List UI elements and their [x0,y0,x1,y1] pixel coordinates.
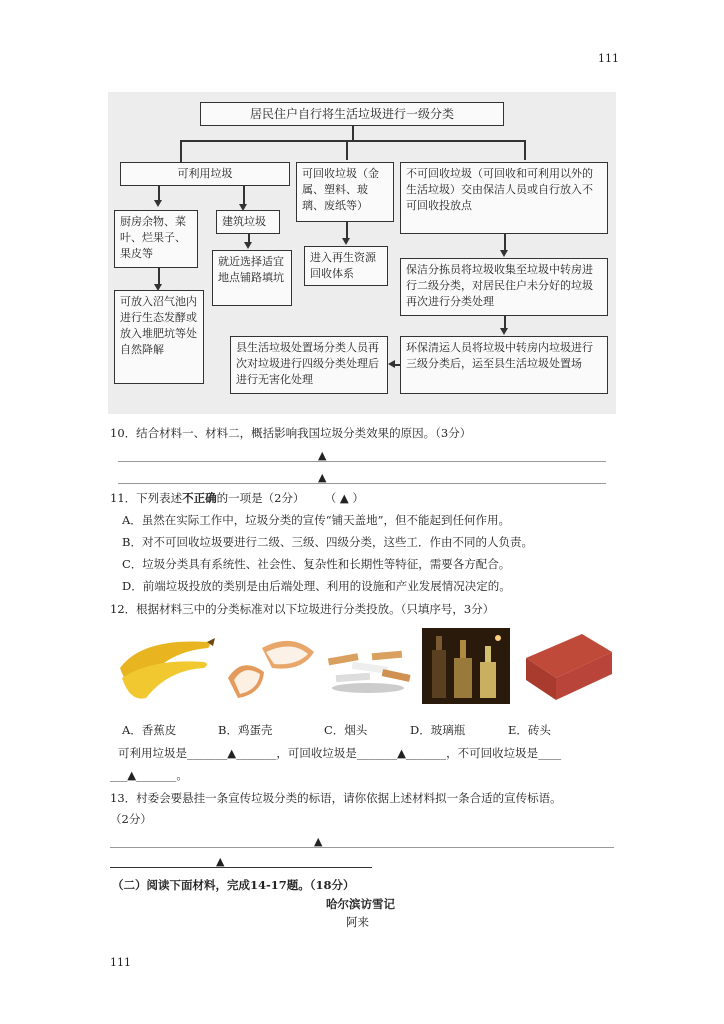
flowchart [108,92,616,414]
banana-image [112,628,218,704]
article-author: 阿来 [346,915,369,929]
page-number: 111 [110,956,131,969]
answer-marker: ▲ [216,855,225,868]
answer-marker: ▲ [314,835,323,848]
option-d: D．前端垃圾投放的类别是由后端处理、利用的设施和产业发展情况决定的。 [122,579,511,593]
item-d-label: D．玻璃瓶 [410,723,466,737]
building-waste-box: 建筑垃圾 [216,210,280,234]
question-11: 11．下列表述不正确的一项是（2分） （ ▲ ） [110,491,364,505]
item-e-label: E．砖头 [508,723,551,737]
answer-marker: ▲ [318,471,327,484]
option-b: B．对不可回收垃圾要进行二级、三级、四级分类，这些工．作由不同的人负责。 [122,535,533,549]
fourth-sort-box: 县生活垃圾处置场分类人员再次对垃圾进行四级分类处理后进行无害化处理 [230,336,388,394]
glass-bottles-image [422,628,510,704]
eggshell-image [222,628,318,704]
kitchen-waste-box: 厨房余物、菜叶、烂果子、果皮等 [114,210,198,268]
recycle-system-box: 进入再生资源回收体系 [304,246,388,286]
question-12: 12．根据材料三中的分类标准对以下垃圾进行分类投放。（只填序号，3分） [110,602,495,616]
building-use-box: 就近选择适宜地点铺路填坑 [212,250,292,306]
q12-fill-line: 可利用垃圾是_______▲_______，可回收垃圾是_______▲_______，不可回收垃圾是____ [118,746,562,760]
answer-slot: （ ▲ ） [330,491,364,505]
question-10: 10．结合材料一、材料二，概括影响我国垃圾分类效果的原因。（3分） [110,426,472,440]
second-sort-box: 保洁分拣员将垃圾收集至垃圾中转房进行二级分类，对居民住户未分好的垃圾再次进行分类处理 [400,258,608,316]
section-heading: （二）阅读下面材料，完成14-17题。（18分） [112,878,355,892]
kitchen-use-box: 可放入沼气池内进行生态发酵或放入堆肥坑等处自然降解 [114,290,204,384]
usable-box: 可利用垃圾 [120,162,290,186]
question-13-score: （2分） [110,812,152,826]
option-a: A．虽然在实际工作中，垃圾分类的宣传“铺天盖地”，但不能起到任何作用。 [122,513,511,527]
nonrecyclable-box: 不可回收垃圾（可回收和可利用以外的生活垃圾）交由保洁人员或自行放入不可回收投放点 [400,162,608,234]
answer-marker: ▲ [318,449,327,462]
cigarette-butts-image [322,628,416,704]
q12-fill-line: ___▲_______。 [110,768,188,782]
item-c-label: C．烟头 [324,723,368,737]
third-sort-box: 环保清运人员将垃圾中转房内垃圾进行三级分类后，运至县生活垃圾处置场 [400,336,608,394]
option-c: C．垃圾分类具有系统性、社会性、复杂性和长期性等特征，需要各方配合。 [122,557,511,571]
article-title: 哈尔滨访雪记 [326,897,395,911]
flow-top-box: 居民住户自行将生活垃圾进行一级分类 [200,102,504,126]
page-number: 111 [598,52,619,65]
brick-image [522,628,614,704]
emphasis-text: 不正确 [182,491,217,505]
item-a-label: A．香蕉皮 [122,723,177,737]
question-13: 13．村委会要悬挂一条宣传垃圾分类的标语，请你依据上述材料拟一条合适的宣传标语。 [110,791,562,805]
item-b-label: B．鸡蛋壳 [218,723,273,737]
recyclable-box: 可回收垃圾（金属、塑料、玻璃、废纸等） [296,162,394,222]
